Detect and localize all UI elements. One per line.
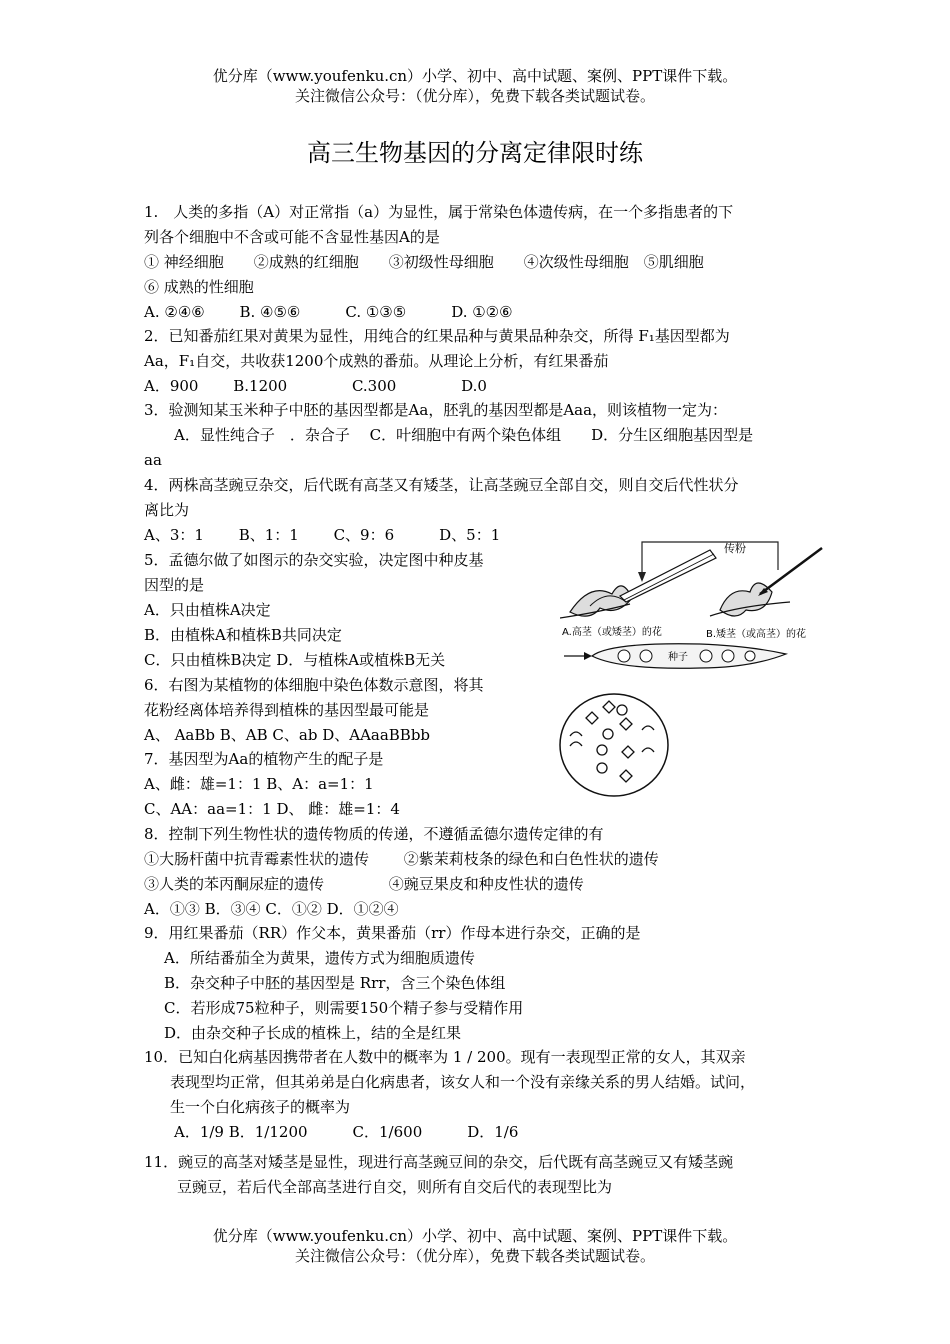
question-3 <box>144 398 820 473</box>
q6-stem-line-2: 花粉经离体培养得到植株的基因型最可能是 <box>144 701 430 719</box>
q10-stem-line-1: 10．已知白化病基因携带者在人数中的概率为 1 / 200。现有一表现型正常的女人，其双亲 <box>144 1048 746 1066</box>
transfer-label: 传粉 <box>724 542 746 555</box>
question-9 <box>144 921 820 1046</box>
q2-options: A．900 B.1200 C.300 D.0 <box>144 377 487 395</box>
q11-stem-line-1: 11．豌豆的高茎对矮茎是显性，现进行高茎豌豆间的杂交，后代既有高茎豌豆又有矮茎豌 <box>144 1153 734 1171</box>
arrow-head-left <box>638 572 646 582</box>
q9-option-d: D．由杂交种子长成的植株上，结的全是红果 <box>164 1024 462 1042</box>
flower-b-drawing <box>710 548 822 616</box>
question-7 <box>144 747 820 822</box>
question-6 <box>144 673 544 748</box>
question-1 <box>144 200 820 325</box>
q8-items-line-2: ③人类的苯丙酮尿症的遗传 ④豌豆果皮和种皮性状的遗传 <box>144 875 584 893</box>
plant-a-label: A.高茎（或矮茎）的花 <box>562 627 662 638</box>
q9-stem: 9．用红果番茄（RR）作父本，黄果番茄（rr）作母本进行杂交，正确的是 <box>144 924 641 942</box>
q5-stem-line-1: 5．孟德尔做了如图示的杂交实验，决定图中种皮基 <box>144 551 484 569</box>
q9-option-c: C．若形成75粒种子，则需要150个精子参与受精作用 <box>164 999 524 1017</box>
q5-option-cd: C．只由植株B决定 D．与植株A或植株B无关 <box>144 651 446 669</box>
q1-stem-line-2: 列各个细胞中不含或可能不含显性基因A的是 <box>144 228 440 246</box>
question-5 <box>144 548 544 673</box>
q5-stem-line-2: 因型的是 <box>144 576 205 594</box>
chromosome-cell-figure <box>556 690 674 802</box>
seed-label: 种子 <box>668 652 688 663</box>
pollination-figure <box>560 536 828 688</box>
q10-stem-line-3: 生一个白化病孩子的概率为 <box>170 1098 351 1116</box>
plant-b-label: B.矮茎（或高茎）的花 <box>706 629 807 640</box>
question-2 <box>144 324 820 399</box>
page-footer <box>0 1226 950 1266</box>
footer-line-2: 关注微信公众号：（优分库），免费下载各类试题试卷。 <box>294 1247 655 1265</box>
flower-a-drawing <box>560 550 716 618</box>
q9-option-b: B．杂交种子中胚的基因型是 Rrr，含三个染色体组 <box>164 974 506 992</box>
q3-stem: 3．验测知某玉米种子中胚的基因型都是Aa，胚乳的基因型都是Aaa，则该植物一定为： <box>144 401 728 419</box>
q7-options-line-2: C、AA：aa=1：1 D、 雌：雄=1：4 <box>144 800 400 818</box>
q1-stem-line-1: 1. 人类的多指（A）对正常指（a）为显性，属于常染色体遗传病，在一个多指患者的下 <box>144 203 734 221</box>
q2-stem-line-2: Aa，F₁自交，共收获1200个成熟的番茄。从理论上分析，有红果番茄 <box>144 352 609 370</box>
q6-stem-line-1: 6．右图为某植物的体细胞中染色体数示意图，将其 <box>144 676 484 694</box>
q5-option-b: B．由植株A和植株B共同决定 <box>144 626 342 644</box>
q6-options: A、 AaBb B、AB C、ab D、AAaaBBbb <box>144 726 431 744</box>
header-line-2: 关注微信公众号：（优分库），免费下载各类试题试卷。 <box>294 87 655 105</box>
header-line-1: 优分库（www.youfenku.cn）小学、初中、高中试题、案例、PPT课件下载。 <box>212 67 738 85</box>
q3-options-line-1: A．显性纯合子 ．杂合子 C．叶细胞中有两个染色体组 D．分生区细胞基因型是 <box>144 426 754 444</box>
page-title: 高三生物基因的分离定律限时练 <box>307 139 643 167</box>
page-header <box>0 66 950 106</box>
q4-stem-line-1: 4．两株高茎豌豆杂交，后代既有高茎又有矮茎，让高茎豌豆全部自交，则自交后代性状分 <box>144 476 739 494</box>
q4-options: A、3：1 B、1：1 C、9：6 D、5：1 <box>144 526 501 544</box>
question-11 <box>144 1150 820 1200</box>
q4-stem-line-2: 离比为 <box>144 501 190 519</box>
chromosomes <box>570 701 654 782</box>
question-10 <box>144 1045 820 1145</box>
q9-option-a: A．所结番茄全为黄果，遗传方式为细胞质遗传 <box>164 949 475 967</box>
q10-options: A．1/9 B．1/1200 C．1/600 D．1/6 <box>174 1123 519 1141</box>
q10-stem-line-2: 表现型均正常，但其弟弟是白化病患者，该女人和一个没有亲缘关系的男人结婚。试问， <box>170 1073 756 1091</box>
q3-options-line-2: aa <box>144 451 162 469</box>
q8-items-line-1: ①大肠杆菌中抗青霉素性状的遗传 ②紫茉莉枝条的绿色和白色性状的遗传 <box>144 850 659 868</box>
q7-stem: 7．基因型为Aa的植物产生的配子是 <box>144 750 384 768</box>
cell-membrane <box>560 694 668 796</box>
q8-options: A．①③ B．③④ C．①② D．①②④ <box>144 900 399 918</box>
q1-options: A. ②④⑥ B. ④⑤⑥ C. ①③⑤ D. ①②⑥ <box>144 303 513 321</box>
question-8 <box>144 822 820 922</box>
q2-stem-line-1: 2．已知番茄红果对黄果为显性，用纯合的红果品种与黄果品种杂交，所得 F₁基因型都为 <box>144 327 730 345</box>
q1-items-line-2: ⑥ 成熟的性细胞 <box>144 278 254 296</box>
q8-stem: 8．控制下列生物性状的遗传物质的传递，不遵循孟德尔遗传定律的有 <box>144 825 604 843</box>
footer-line-1: 优分库（www.youfenku.cn）小学、初中、高中试题、案例、PPT课件下载。 <box>212 1227 738 1245</box>
q11-stem-line-2: 豆豌豆，若后代全部高茎进行自交，则所有自交后代的表现型比为 <box>177 1178 613 1196</box>
q1-items-line-1: ① 神经细胞 ②成熟的红细胞 ③初级性母细胞 ④次级性母细胞 ⑤肌细胞 <box>144 253 704 271</box>
q7-options-line-1: A、雌：雄=1：1 B、A：a=1：1 <box>144 775 374 793</box>
q5-option-a: A．只由植株A决定 <box>144 601 271 619</box>
